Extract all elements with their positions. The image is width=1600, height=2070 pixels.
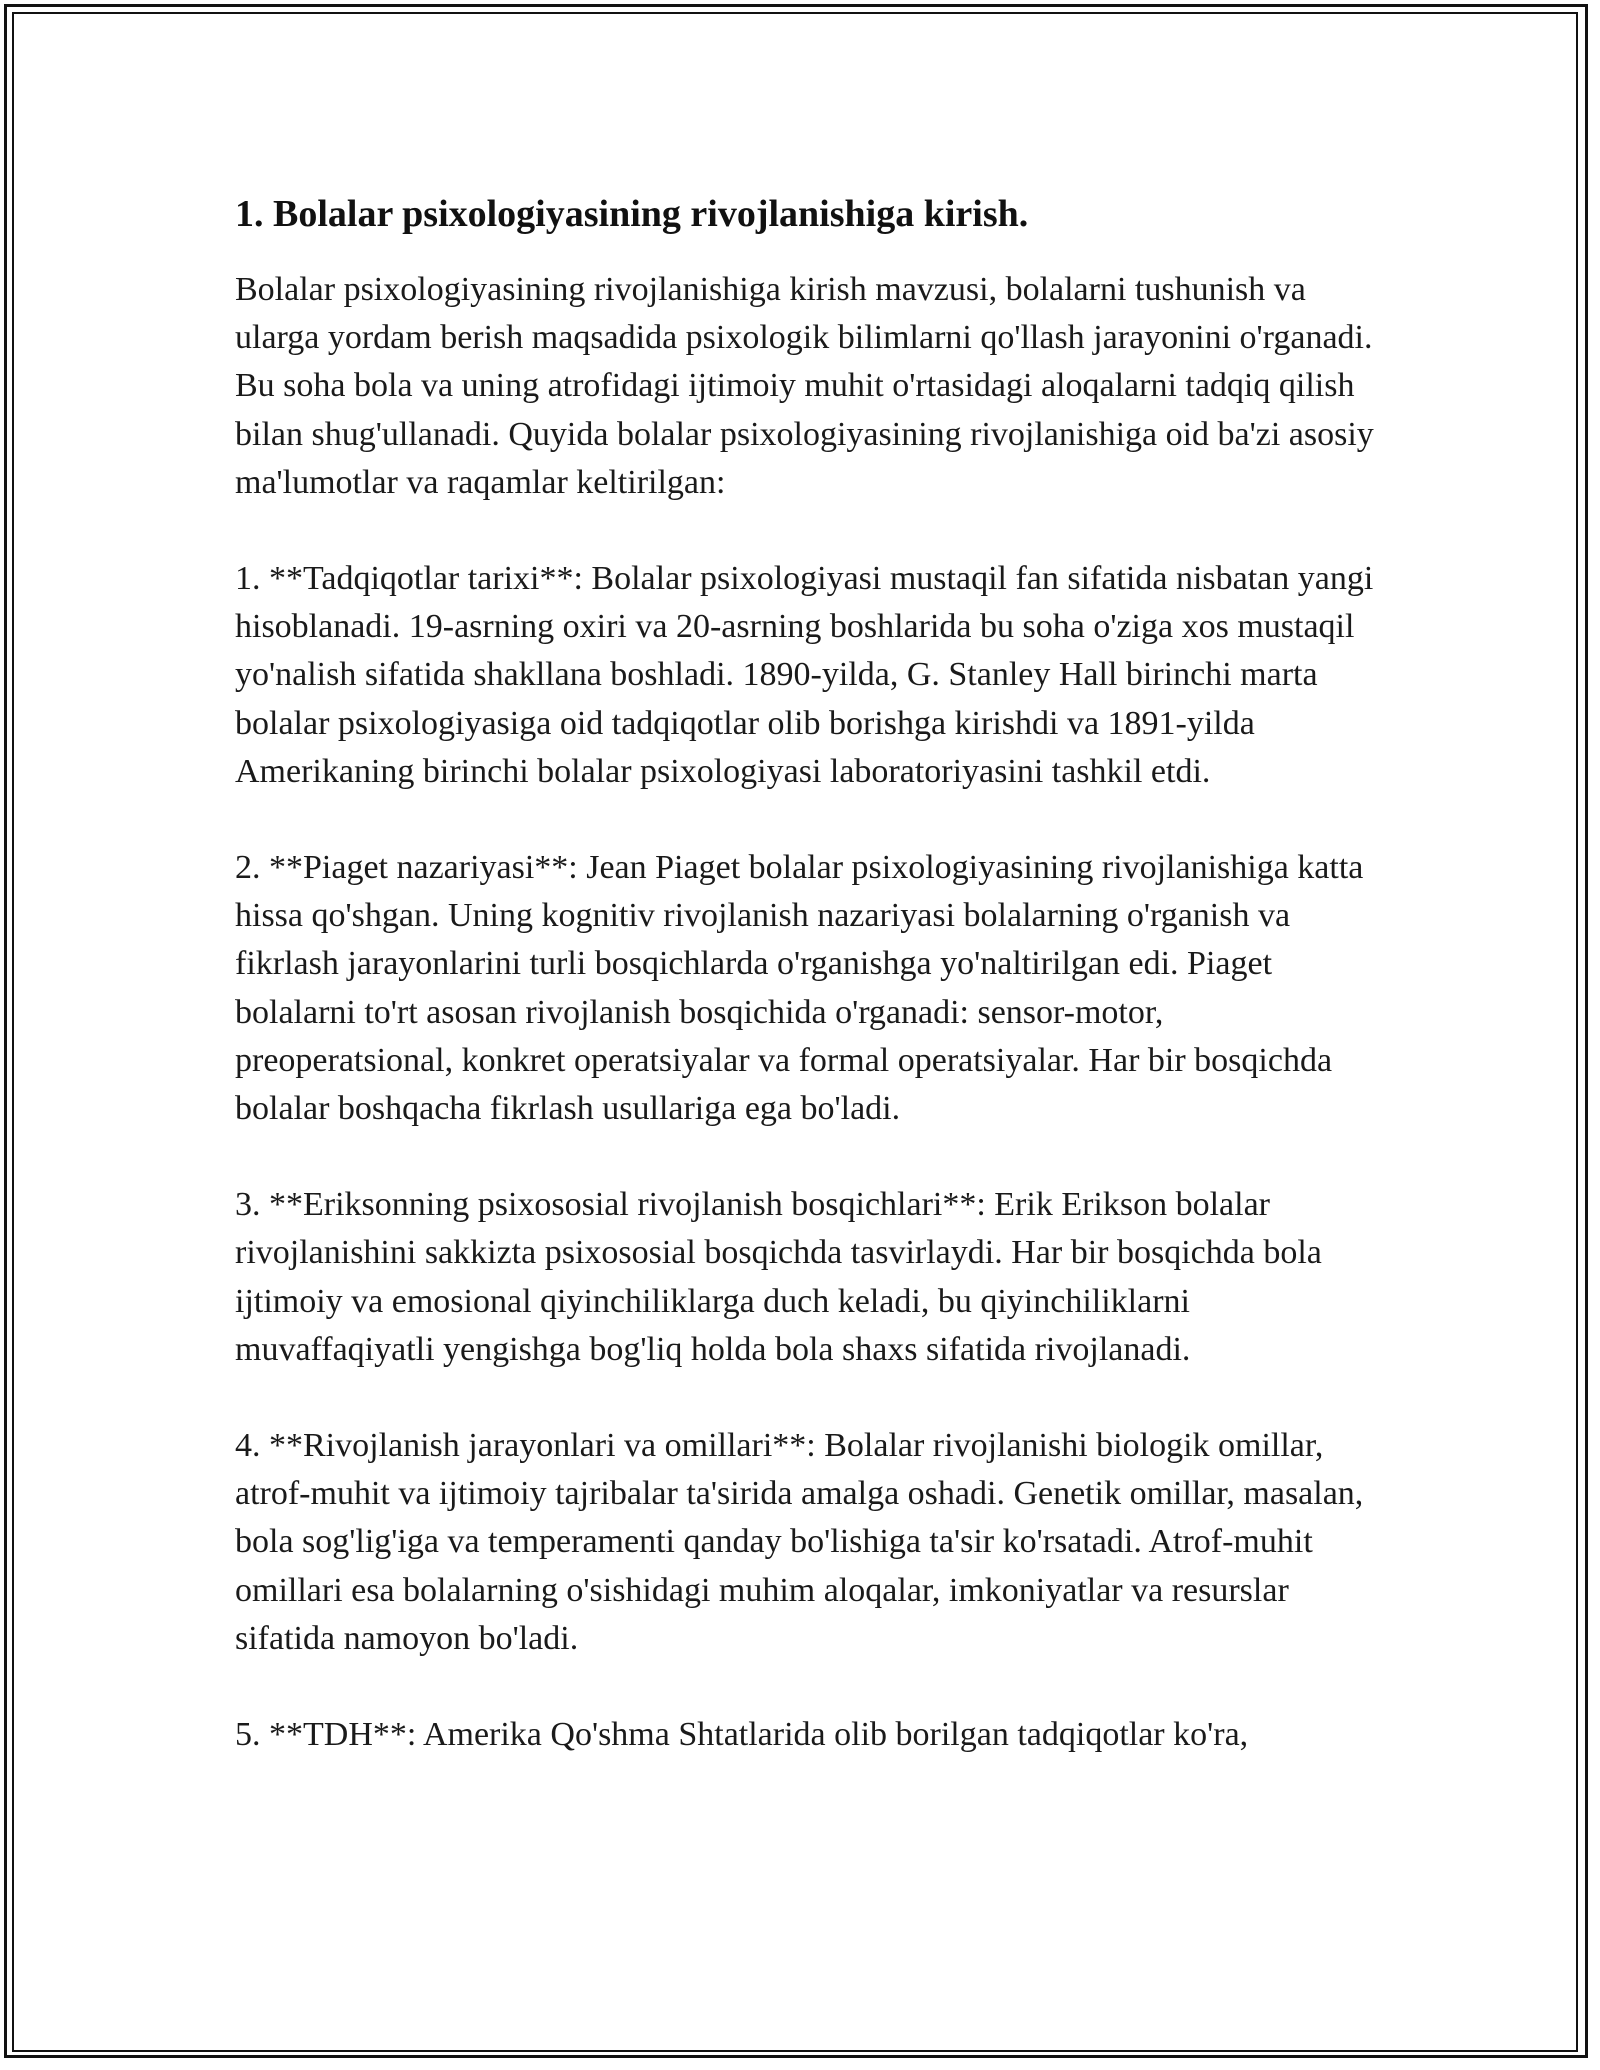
- intro-paragraph: Bolalar psixologiyasining rivojlanishiga kirish mavzusi, bolalarni tushunish va ularga yordam berish maqsadida psixologik bilimlarni qo'llash jarayonini o'rganadi. Bu soha bola va uning atrofidagi ijtimoiy muhit o'rtasidagi aloqalarni tadqiq qilish bilan shug'ullanadi. Quyida bolalar psixologiyasining rivojlanishiga oid ba'zi asosiy ma'lumotlar va raqamlar keltirilgan:: [235, 271, 1374, 501]
- paragraph-tdh: 5. **TDH**: Amerika Qo'shma Shtatlarida olib borilgan tadqiqotlar ko'ra,: [235, 1716, 1249, 1754]
- paragraph-research-history: 1. **Tadqiqotlar tarixi**: Bolalar psixologiyasi mustaqil fan sifatida nisbatan yangi hisoblanadi. 19-asrning oxiri va 20-asrning boshlarida bu soha o'ziga xos mustaqil yo'nalish sifatida shakllana boshladi. 1890-yilda, G. Stanley Hall birinchi marta bolalar psixologiyasiga oid tadqiqotlar olib borishga kirishdi va 1891-yilda Amerikaning birinchi bolalar psixologiyasi laboratoriyasini tashkil etdi.: [235, 560, 1374, 790]
- paragraph-erikson-stages: 3. **Eriksonning psixososial rivojlanish bosqichlari**: Erik Erikson bolalar rivojlanishini sakkizta psixososial bosqichda tasvirlaydi. Har bir bosqichda bola ijtimoiy va emosional qiyinchiliklarga duch keladi, bu qiyinchiliklarni muvaffaqiyatli yengishga bog'liq holda bola shaxs sifatida rivojlanadi.: [235, 1186, 1322, 1368]
- paragraph-development-factors: 4. **Rivojlanish jarayonlari va omillari**: Bolalar rivojlanishi biologik omillar, atrof-muhit va ijtimoiy tajribalar ta'sirida amalga oshadi. Genetik omillar, masalan, bola sog'lig'iga va temperamenti qanday bo'lishiga ta'sir ko'rsatadi. Atrof-muhit omillari esa bolalarning o'sishidagi muhim aloqalar, imkoniyatlar va resurslar sifatida namoyon bo'ladi.: [235, 1427, 1364, 1657]
- document-body: [235, 188, 1385, 1807]
- section-heading: 1. Bolalar psixologiyasining rivojlanishiga kirish.: [235, 193, 1029, 235]
- paragraph-piaget-theory: 2. **Piaget nazariyasi**: Jean Piaget bolalar psixologiyasining rivojlanishiga katta hissa qo'shgan. Uning kognitiv rivojlanish nazariyasi bolalarning o'rganish va fikrlash jarayonlarini turli bosqichlarda o'rganishga yo'naltirilgan edi. Piaget bolalarni to'rt asosan rivojlanish bosqichida o'rganadi: sensor-motor, preoperatsional, konkret operatsiyalar va formal operatsiyalar. Har bir bosqichda bolalar boshqacha fikrlash usullariga ega bo'ladi.: [235, 849, 1364, 1128]
